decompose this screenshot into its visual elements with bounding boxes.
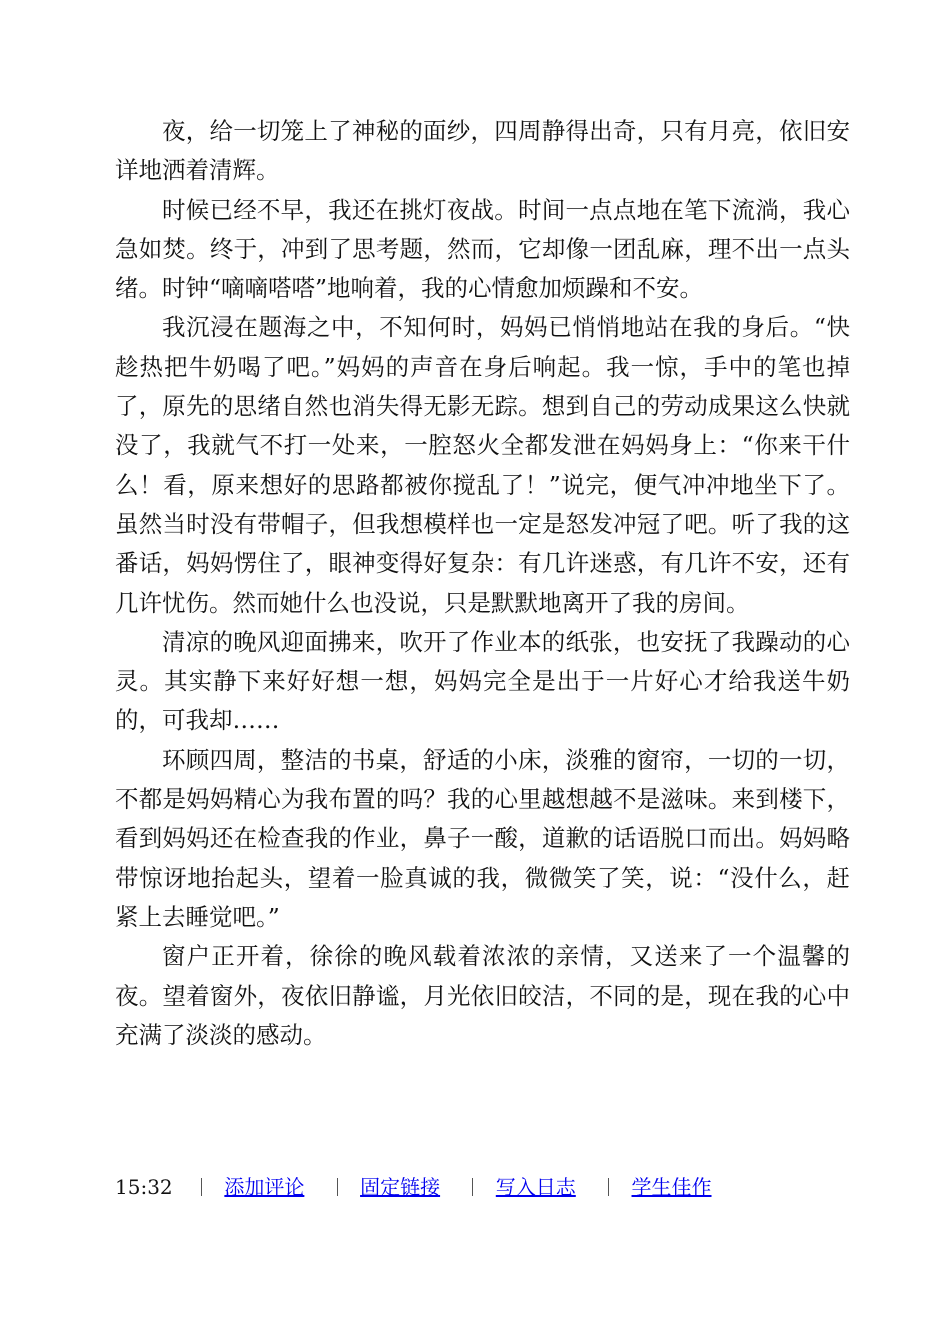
article-paragraph: 清凉的晚风迎面拂来，吹开了作业本的纸张，也安抚了我躁动的心灵。其实静下来好好想一想，妈妈完全是出于一片好心才给我送牛奶的，可我却…… [115, 627, 850, 735]
article-paragraph: 环顾四周，整洁的书桌，舒适的小床，淡雅的窗帘，一切的一切，不都是妈妈精心为我布置的吗？我的心里越想越不是滋味。来到楼下，看到妈妈还在检查我的作业，鼻子一酸，道歉的话语脱口而出。妈妈略带惊讶地抬起头，望着一脸真诚的我，微微笑了笑，说：“没什么，赶紧上去睡觉吧。” [115, 745, 850, 931]
footer-divider [201, 1178, 202, 1196]
article-paragraph: 时候已经不早，我还在挑灯夜战。时间一点点地在笔下流淌，我心急如焚。终于，冲到了思考题，然而，它却像一团乱麻，理不出一点头绪。时钟“嘀嘀嗒嗒”地响着，我的心情愈加烦躁和不安。 [115, 195, 850, 303]
permalink-link[interactable]: 固定链接 [360, 1175, 441, 1199]
footer-divider [337, 1178, 338, 1196]
post-footer [115, 1172, 738, 1202]
footer-divider [608, 1178, 609, 1196]
add-comment-link[interactable]: 添加评论 [224, 1175, 305, 1199]
article-paragraph: 窗户正开着，徐徐的晚风载着浓浓的亲情，又送来了一个温馨的夜。望着窗外，夜依旧静谧，月光依旧皎洁，不同的是，现在我的心中充满了淡淡的感动。 [115, 942, 850, 1049]
article-body [115, 112, 850, 1055]
footer-divider [472, 1178, 473, 1196]
post-time: 15:32 [115, 1175, 173, 1199]
category-link[interactable]: 学生佳作 [631, 1175, 712, 1199]
write-diary-link[interactable]: 写入日志 [495, 1175, 576, 1199]
article-paragraph: 我沉浸在题海之中，不知何时，妈妈已悄悄地站在我的身后。“快趁热把牛奶喝了吧。”妈妈的声音在身后响起。我一惊，手中的笔也掉了，原先的思绪自然也消失得无影无踪。想到自己的劳动成果这么快就没了，我就气不打一处来，一腔怒火全都发泄在妈妈身上：“你来干什么！看，原来想好的思路都被你搅乱了！”说完，便气冲冲地坐下了。虽然当时没有带帽子，但我想模样也一定是怒发冲冠了吧。听了我的这番话，妈妈愣住了，眼神变得好复杂：有几许迷惑，有几许不安，还有几许忧伤。然而她什么也没说，只是默默地离开了我的房间。 [115, 313, 850, 617]
article-paragraph: 夜，给一切笼上了神秘的面纱，四周静得出奇，只有月亮，依旧安详地洒着清辉。 [115, 117, 850, 185]
